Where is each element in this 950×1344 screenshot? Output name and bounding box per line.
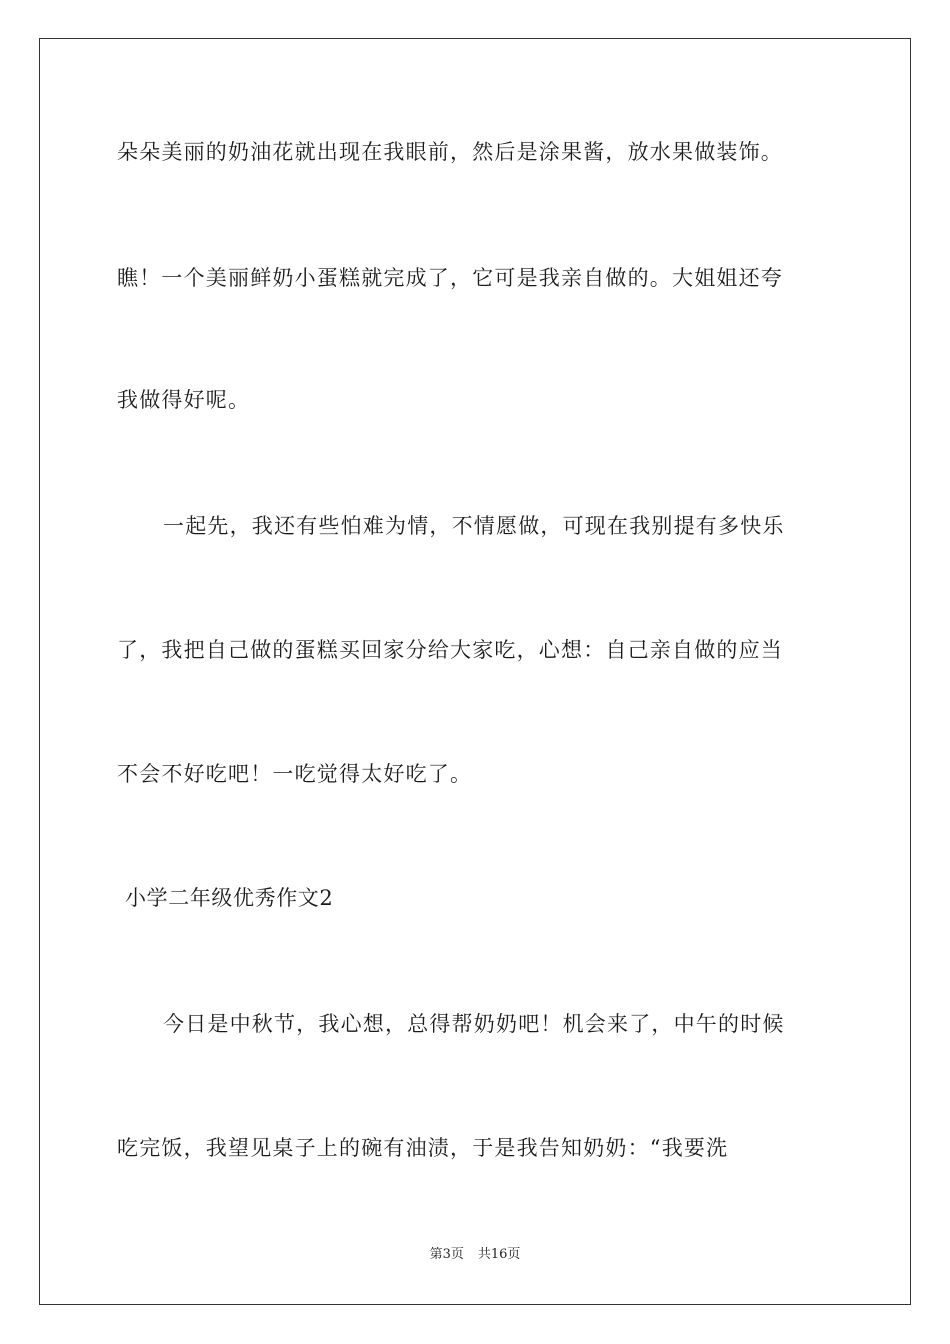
paragraph-line: 今日是中秋节，我心想，总得帮奶奶吧！机会来了，中午的时候 [163,1012,785,1036]
paragraph-line: 不会不好吃吧！一吃觉得太好吃了。 [117,762,473,786]
total-pages: 共16页 [477,1247,521,1262]
section-heading: 小学二年级优秀作文2 [125,886,334,910]
page-number: 第3页 [429,1247,464,1262]
paragraph-line: 了，我把自己做的蛋糕买回家分给大家吃，心想：自己亲自做的应当 [117,638,783,662]
paragraph-line: 瞧！一个美丽鲜奶小蛋糕就完成了，它可是我亲自做的。大姐姐还夸 [117,266,783,290]
paragraph-line: 我做得好呢。 [117,388,251,412]
page-footer [0,1246,950,1264]
paragraph-line: 朵朵美丽的奶油花就出现在我眼前，然后是涂果酱，放水果做装饰。 [117,140,783,164]
paragraph-line: 一起先，我还有些怕难为情，不情愿做，可现在我别提有多快乐 [163,514,785,538]
page-frame [39,38,911,1305]
paragraph-line: 吃完饭，我望见桌子上的碗有油渍，于是我告知奶奶：“我要洗 [117,1136,729,1160]
